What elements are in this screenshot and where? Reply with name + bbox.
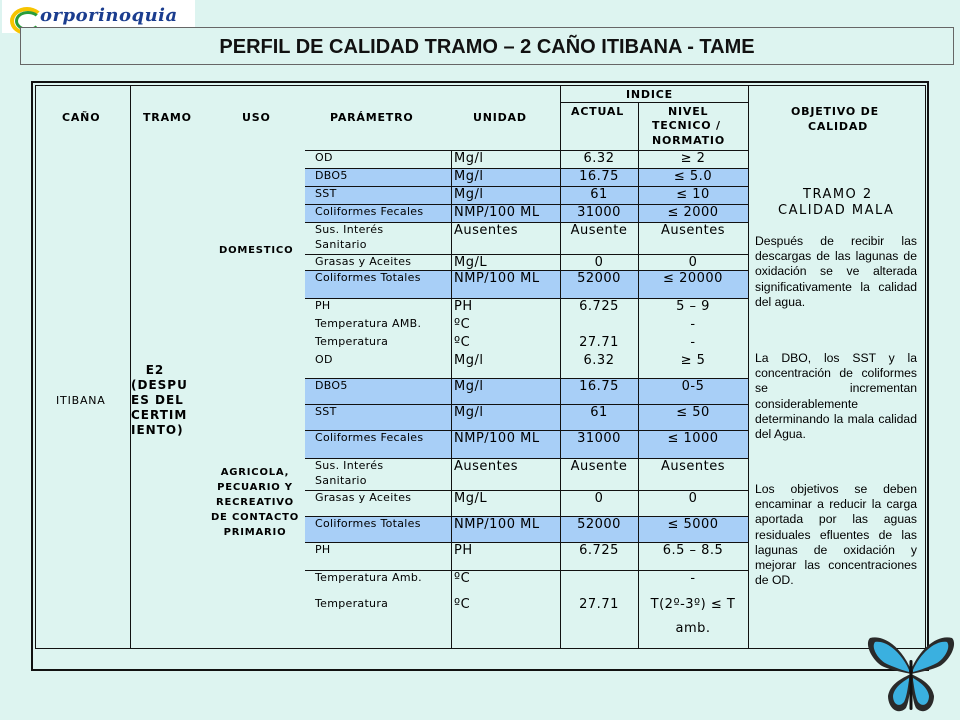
nivel-cell: ≤ 5000 <box>667 517 719 532</box>
param-cell: PH <box>315 299 331 312</box>
actual-cell: Ausente <box>570 459 628 474</box>
unit-cell: ºC <box>454 571 471 586</box>
actual-cell: 16.75 <box>579 379 619 394</box>
nivel-cell: ≤ 2000 <box>667 205 719 220</box>
nivel-cell: - <box>690 335 696 350</box>
unit-cell: Ausentes <box>454 459 519 474</box>
param-cell: Temperatura <box>315 597 389 610</box>
param-cell: SST <box>315 187 337 200</box>
unit-cell: ºC <box>454 317 471 332</box>
logo-text: orporinoquia <box>40 5 178 26</box>
header-tramo: TRAMO <box>143 111 192 124</box>
header-parametro: PARÁMETRO <box>330 111 414 124</box>
unit-cell: Mg/l <box>454 379 484 394</box>
uso-domestico: DOMESTICO <box>219 245 294 256</box>
title-box <box>20 27 954 65</box>
uso-agricola-line: AGRICOLA, <box>220 467 290 478</box>
actual-cell: 61 <box>590 405 608 420</box>
tramo-line: IENTO) <box>131 423 184 437</box>
param-cell: Temperatura AMB. <box>315 317 422 330</box>
objetivo-tramo-label: TRAMO 2 <box>803 187 873 202</box>
objetivo-paragraph-3: Los objetivos se deben encaminar a reducir la carga aportada por las aguas residuales efluentes de las lagunas de oxidación y mejorar las concentraciones de OD. <box>755 482 917 588</box>
unit-cell: ºC <box>454 597 471 612</box>
actual-cell: 16.75 <box>579 169 619 184</box>
uso-agricola-line: PRIMARIO <box>223 527 287 538</box>
actual-cell: 52000 <box>577 517 621 532</box>
tramo-line: ES DEL <box>131 393 184 407</box>
param-cell: Sus. Interés <box>315 223 384 236</box>
nivel-cell-line2: amb. <box>675 621 711 636</box>
objetivo-paragraph-2: La DBO, los SST y la concentración de coliformes se incrementan considerablemente determinando la mala calidad del Agua. <box>755 351 917 442</box>
actual-cell: 6.32 <box>583 151 615 166</box>
actual-cell: 0 <box>594 491 604 506</box>
unit-cell: Mg/l <box>454 169 484 184</box>
unit-cell: Ausentes <box>454 223 519 238</box>
param-cell: Temperatura <box>315 335 389 348</box>
nivel-cell: ≤ 10 <box>676 187 710 202</box>
actual-cell: Ausente <box>570 223 628 238</box>
nivel-cell: Ausentes <box>660 223 725 238</box>
nivel-cell: - <box>690 571 696 586</box>
nivel-cell: ≤ 20000 <box>663 271 723 286</box>
param-cell: OD <box>315 353 333 366</box>
param-cell: Grasas y Aceites <box>315 255 412 268</box>
header-nivel-3: NORMATIO <box>652 134 725 147</box>
nivel-cell: ≤ 50 <box>676 405 710 420</box>
actual-cell: 6.32 <box>583 353 615 368</box>
nivel-cell: ≥ 2 <box>680 151 706 166</box>
nivel-cell: 5 – 9 <box>676 299 710 314</box>
nivel-cell: Ausentes <box>660 459 725 474</box>
param-cell: Temperatura Amb. <box>315 571 422 584</box>
header-nivel-2: TECNICO / <box>652 119 721 132</box>
param-cell: Coliformes Fecales <box>315 205 424 218</box>
unit-cell: Mg/L <box>454 255 488 270</box>
header-objetivo-1: OBJETIVO DE <box>791 105 879 118</box>
tramo-line: (DESPU <box>131 378 188 392</box>
param-cell-line2: Sanitario <box>315 238 367 251</box>
nivel-cell: 0 <box>688 491 698 506</box>
actual-cell: 27.71 <box>579 335 619 350</box>
unit-cell: Mg/l <box>454 353 484 368</box>
header-objetivo-2: CALIDAD <box>808 120 869 133</box>
uso-agricola-line: RECREATIVO <box>216 497 294 508</box>
nivel-cell: ≥ 5 <box>680 353 706 368</box>
nivel-cell: 0 <box>688 255 698 270</box>
nivel-cell: ≤ 1000 <box>667 431 719 446</box>
header-indice: INDICE <box>626 88 673 101</box>
param-cell: Grasas y Aceites <box>315 491 412 504</box>
header-cano: CAÑO <box>62 111 101 124</box>
actual-cell: 61 <box>590 187 608 202</box>
header-nivel-1: NIVEL <box>668 105 709 118</box>
nivel-cell: 6.5 – 8.5 <box>662 543 724 558</box>
param-cell: Coliformes Fecales <box>315 431 424 444</box>
unit-cell: NMP/100 ML <box>454 271 540 286</box>
unit-cell: NMP/100 ML <box>454 431 540 446</box>
param-cell: DBO5 <box>315 169 348 182</box>
uso-agricola-line: PECUARIO Y <box>217 482 293 493</box>
uso-agricola-line: DE CONTACTO <box>210 512 300 523</box>
actual-cell: 31000 <box>577 205 621 220</box>
header-unidad: UNIDAD <box>473 111 527 124</box>
tramo-line: CERTIM <box>131 408 188 422</box>
nivel-cell: ≤ 5.0 <box>673 169 713 184</box>
page-title: PERFIL DE CALIDAD TRAMO – 2 CAÑO ITIBANA - TAME <box>219 36 755 58</box>
param-cell: PH <box>315 543 331 556</box>
actual-cell: 27.71 <box>579 597 619 612</box>
unit-cell: PH <box>454 543 473 558</box>
unit-cell: ºC <box>454 335 471 350</box>
param-cell: Coliformes Totales <box>315 517 421 530</box>
objetivo-paragraph-1: Después de recibir las descargas de las lagunas de oxidación se ve alterada significativamente la calidad del agua. <box>755 234 917 309</box>
unit-cell: Mg/l <box>454 187 484 202</box>
actual-cell: 31000 <box>577 431 621 446</box>
param-cell: SST <box>315 405 337 418</box>
actual-cell: 6.725 <box>579 543 619 558</box>
butterfly-icon <box>862 630 960 720</box>
unit-cell: NMP/100 ML <box>454 517 540 532</box>
param-cell-line2: Sanitario <box>315 474 367 487</box>
objetivo-calidad-label: CALIDAD MALA <box>778 203 895 218</box>
unit-cell: PH <box>454 299 473 314</box>
header-actual: ACTUAL <box>571 105 625 118</box>
param-cell: Sus. Interés <box>315 459 384 472</box>
unit-cell: Mg/L <box>454 491 488 506</box>
cano-value: ITIBANA <box>56 394 106 407</box>
unit-cell: NMP/100 ML <box>454 205 540 220</box>
nivel-cell: - <box>690 317 696 332</box>
unit-cell: Mg/l <box>454 405 484 420</box>
nivel-cell: T(2º-3º) ≤ T <box>650 597 736 612</box>
actual-cell: 52000 <box>577 271 621 286</box>
actual-cell: 6.725 <box>579 299 619 314</box>
unit-cell: Mg/l <box>454 151 484 166</box>
param-cell: Coliformes Totales <box>315 271 421 284</box>
param-cell: OD <box>315 151 333 164</box>
nivel-cell: 0-5 <box>681 379 705 394</box>
tramo-line: E2 <box>145 363 165 377</box>
param-cell: DBO5 <box>315 379 348 392</box>
actual-cell: 0 <box>594 255 604 270</box>
header-uso: USO <box>242 111 271 124</box>
